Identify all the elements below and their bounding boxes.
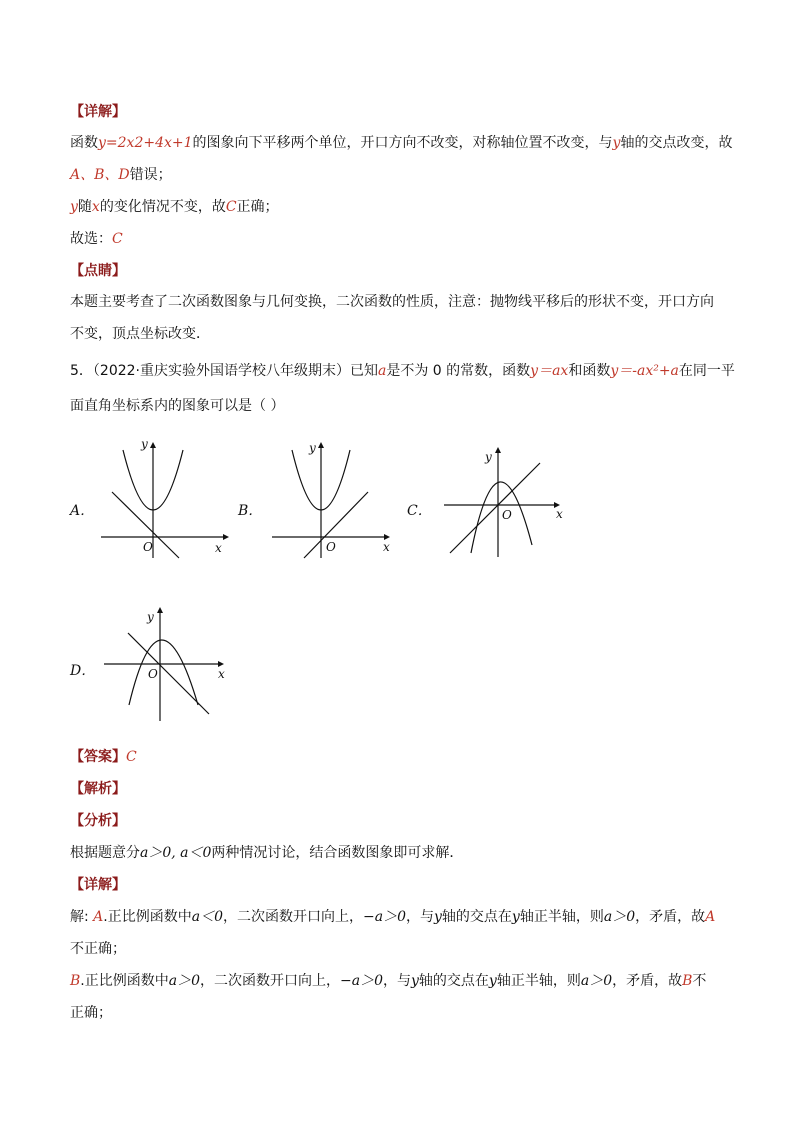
answer-value: C	[126, 749, 137, 765]
option-d-x-label: x	[218, 667, 225, 681]
option-d-y-arrow	[157, 607, 163, 613]
option-b-origin: O	[326, 540, 336, 554]
option-c-line	[450, 463, 540, 553]
option-d-label: D．	[70, 663, 96, 679]
question-5-line-2: 面直角坐标系内的图象可以是（ ）	[70, 398, 285, 414]
option-d-parabola	[129, 640, 198, 705]
detail-line-3: y随x的变化情况不变，故C正确；	[70, 199, 279, 215]
analysis-heading: 【解析】	[70, 781, 126, 797]
option-a-y-arrow	[150, 442, 156, 448]
option-a-graph	[97, 440, 232, 560]
option-d-origin: O	[148, 667, 158, 681]
analyze-heading: 【分析】	[70, 813, 126, 829]
comment-line-2: 不变，顶点坐标改变．	[70, 326, 210, 342]
detail-2-heading: 【详解】	[70, 877, 126, 893]
detail-heading: 【详解】	[70, 104, 126, 120]
option-b-y-arrow	[318, 442, 324, 448]
option-b-graph	[268, 440, 398, 560]
answer-heading: 【答案】	[70, 749, 126, 765]
answer-line	[70, 747, 137, 767]
detail-3-line-1: B.正比例函数中a＞0，二次函数开口向上，−a＞0，与y轴的交点在y轴正半轴，则a＞0，矛盾，故B不	[70, 973, 707, 989]
option-c-label: C．	[407, 503, 432, 519]
option-a-label: A．	[70, 503, 95, 519]
detail-2-line-1: 解: A.正比例函数中a＜0，二次函数开口向上，−a＞0，与y轴的交点在y轴正半轴，则a＞0，矛盾，故A	[70, 909, 716, 925]
option-d-graph	[100, 605, 235, 723]
detail-line-1: 函数y=2x2+4x+1的图象向下平移两个单位，开口方向不改变，对称轴位置不改变，与y轴的交点改变，故	[70, 135, 733, 151]
option-b-label: B．	[238, 503, 263, 519]
option-c-y-arrow	[495, 447, 501, 453]
detail-line-4: 故选：C	[70, 231, 123, 247]
option-d-line	[128, 633, 209, 714]
option-b-y-label: y	[309, 441, 316, 455]
option-a-x-label: x	[215, 541, 222, 555]
option-c-origin: O	[502, 508, 512, 522]
function-expression: y=2x2+4x+1	[98, 135, 193, 151]
comment-heading: 【点睛】	[70, 263, 126, 279]
option-a-x-arrow	[223, 534, 229, 540]
detail-line-2: A、B、D错误；	[70, 167, 172, 183]
option-a-y-label: y	[141, 440, 148, 451]
chosen-answer: C	[112, 231, 123, 247]
option-a-origin: O	[143, 540, 153, 554]
detail-3-line-2: 正确；	[70, 1005, 112, 1021]
comment-line-1: 本题主要考查了二次函数图象与几何变换，二次函数的性质，注意：抛物线平移后的形状不变，开口方向	[70, 294, 714, 310]
question-5-line-1: 5．（2022·重庆实验外国语学校八年级期末）已知a是不为 0 的常数，函数y＝ax和函数y＝-ax²+a在同一平	[70, 363, 735, 379]
option-c-x-label: x	[556, 507, 563, 521]
detail-2-line-2: 不正确；	[70, 941, 126, 957]
option-d-y-label: y	[147, 610, 154, 624]
option-c-y-label: y	[485, 450, 492, 464]
option-c-graph	[440, 445, 575, 560]
option-b-x-label: x	[383, 540, 390, 554]
analyze-line-1: 根据题意分a＞0, a＜0两种情况讨论，结合函数图象即可求解．	[70, 845, 464, 861]
option-b-line	[304, 492, 368, 558]
